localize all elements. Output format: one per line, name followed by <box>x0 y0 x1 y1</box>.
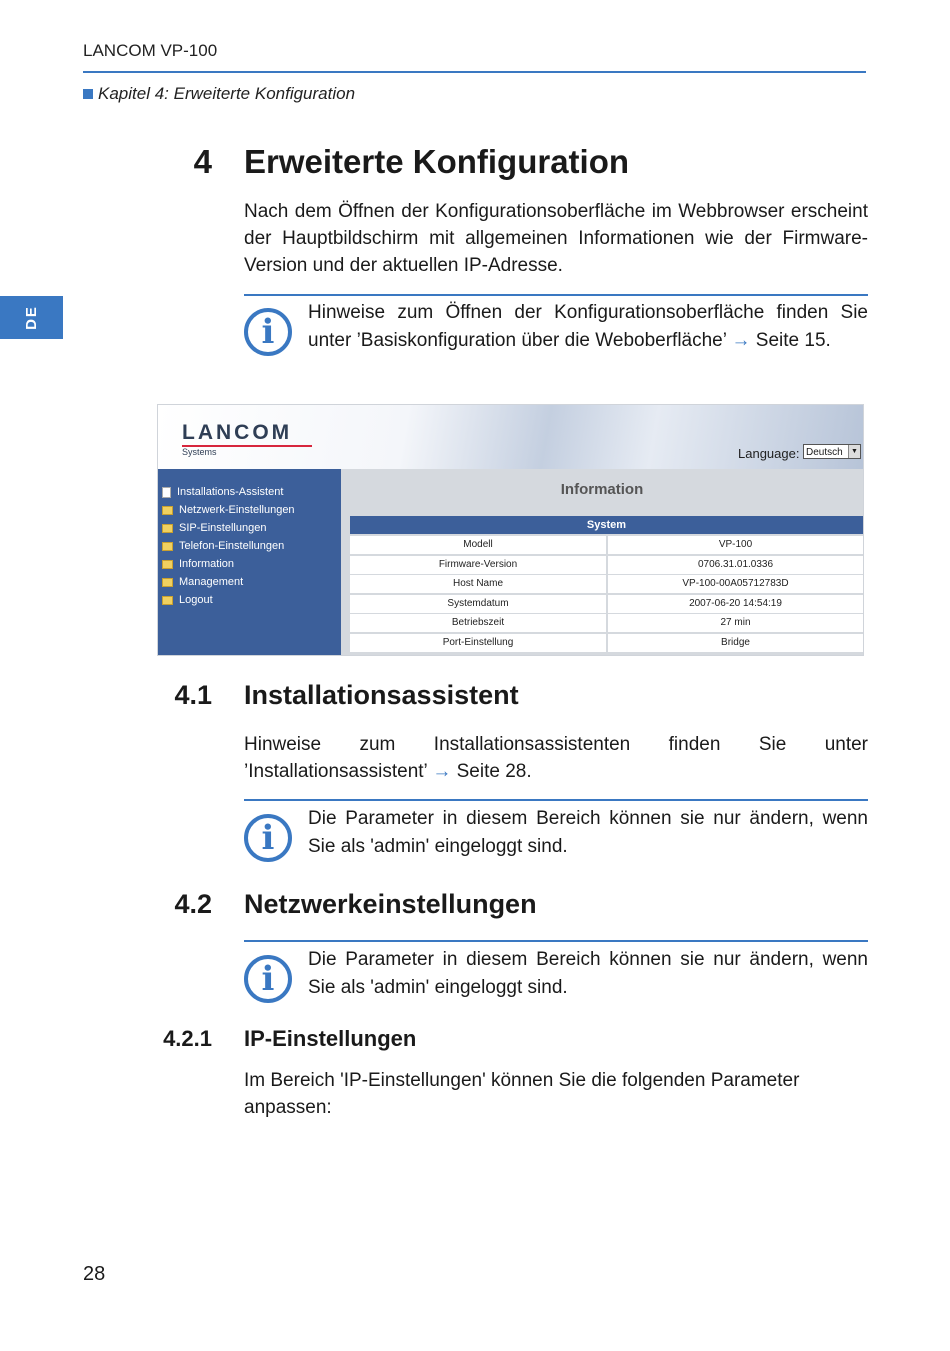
subsubsection-title: IP-Einstellungen <box>244 1026 417 1051</box>
note-text <box>308 299 868 355</box>
table-row <box>350 536 863 554</box>
paragraph-text: Hinweise zum Installationsassistenten finden Sie unter ’Installationsassistent’ <box>244 734 868 782</box>
document-icon <box>162 487 171 498</box>
nav-item-logout[interactable] <box>162 594 213 606</box>
folder-icon <box>162 506 173 515</box>
note-text: Die Parameter in diesem Bereich können sie nur ändern, wenn Sie als 'admin' eingeloggt sind. <box>308 949 868 998</box>
screenshot-nav <box>158 469 341 656</box>
info-icon: i <box>244 308 292 356</box>
nav-item-sip-einstellungen[interactable] <box>162 522 266 534</box>
table-row <box>350 634 863 652</box>
web-ui-screenshot <box>157 404 864 656</box>
chapter-label: Kapitel 4: Erweiterte Konfiguration <box>98 84 356 103</box>
table-key: Port-Einstellung <box>350 634 606 652</box>
subsubsection-number: 4.2.1 <box>163 1026 212 1051</box>
nav-item-information[interactable] <box>162 558 234 570</box>
note-rule <box>244 799 868 801</box>
nav-item-label: Installations-Assistent <box>177 486 284 498</box>
table-key: Firmware-Version <box>350 556 606 574</box>
language-side-tab <box>0 296 63 339</box>
table-key: Modell <box>350 536 606 554</box>
nav-item-label: Information <box>179 558 235 570</box>
subsubsection-paragraph: Im Bereich 'IP-Einstellungen' können Sie die folgenden Parameter anpassen: <box>244 1070 800 1118</box>
nav-item-label: Management <box>179 576 244 588</box>
table-header: System <box>350 516 863 534</box>
nav-item-label: Netzwerk-Einstellungen <box>179 504 295 516</box>
lancom-logo: LANCOM <box>182 421 293 444</box>
note-text-main: Hinweise zum Öffnen der Konfigurationsoberfläche finden Sie unter ’Basiskonfiguration über die Weboberfläche’ <box>308 302 868 351</box>
arrow-icon: → <box>432 761 452 782</box>
nav-item-telefon-einstellungen[interactable] <box>162 540 284 552</box>
folder-icon <box>162 524 173 533</box>
table-key: Betriebszeit <box>350 614 606 632</box>
language-tab-label: DE <box>23 305 40 330</box>
header-rule <box>83 71 866 73</box>
table-value: Bridge <box>608 634 863 652</box>
note-rule <box>244 294 868 296</box>
note-text: Die Parameter in diesem Bereich können sie nur ändern, wenn Sie als 'admin' eingeloggt sind. <box>308 808 868 857</box>
folder-icon <box>162 560 173 569</box>
table-value: 2007-06-20 14:54:19 <box>608 595 863 613</box>
folder-icon <box>162 596 173 605</box>
table-value: 0706.31.01.0336 <box>608 556 863 574</box>
language-label: Language: <box>738 446 800 461</box>
language-select-value: Deutsch <box>806 447 843 458</box>
subsection-title: Netzwerkeinstellungen <box>244 889 537 919</box>
info-icon: i <box>244 814 292 862</box>
table-value: VP-100 <box>608 536 863 554</box>
screenshot-main-panel <box>341 469 863 656</box>
table-row <box>350 556 863 574</box>
subsection-paragraph <box>244 731 868 785</box>
table-value: VP-100-00A05712783D <box>608 575 863 593</box>
folder-icon <box>162 542 173 551</box>
table-value: 27 min <box>608 614 863 632</box>
subsection-number: 4.1 <box>174 680 212 710</box>
note-page-ref: Seite 15. <box>750 330 831 351</box>
page-number: 28 <box>83 1263 106 1285</box>
folder-icon <box>162 578 173 587</box>
table-row <box>350 575 863 593</box>
running-header-chapter <box>83 84 355 104</box>
section-number: 4 <box>193 143 212 180</box>
running-header-title: LANCOM VP-100 <box>83 41 218 60</box>
nav-item-netzwerk-einstellungen[interactable] <box>162 504 295 516</box>
arrow-icon: → <box>731 330 751 351</box>
logo-subtitle: Systems <box>182 447 217 457</box>
chevron-down-icon[interactable]: ▼ <box>848 445 860 458</box>
chapter-square-icon <box>83 89 93 99</box>
panel-title: Information <box>560 481 644 498</box>
screenshot-header <box>158 405 863 469</box>
nav-item-management[interactable] <box>162 576 243 588</box>
note-rule <box>244 940 868 942</box>
section-paragraph: Nach dem Öffnen der Konfigurationsoberfläche im Webbrowser erscheint der Hauptbildschirm mit allgemeinen Informationen wie der Firmware-Version und der aktuellen IP-Adresse. <box>244 201 868 276</box>
table-row <box>350 595 863 613</box>
table-row <box>350 614 863 632</box>
nav-item-label: Logout <box>179 594 213 606</box>
paragraph-page-ref: Seite 28. <box>451 761 532 782</box>
nav-item-label: SIP-Einstellungen <box>179 522 267 534</box>
subsection-title: Installationsassistent <box>244 680 519 710</box>
section-title: Erweiterte Konfiguration <box>244 143 630 180</box>
info-icon: i <box>244 955 292 1003</box>
nav-item-label: Telefon-Einstellungen <box>179 540 285 552</box>
subsection-number: 4.2 <box>174 889 212 919</box>
table-key: Systemdatum <box>350 595 606 613</box>
nav-item-installations-assistent[interactable] <box>162 486 283 498</box>
table-key: Host Name <box>350 575 606 593</box>
language-select[interactable] <box>803 444 861 459</box>
